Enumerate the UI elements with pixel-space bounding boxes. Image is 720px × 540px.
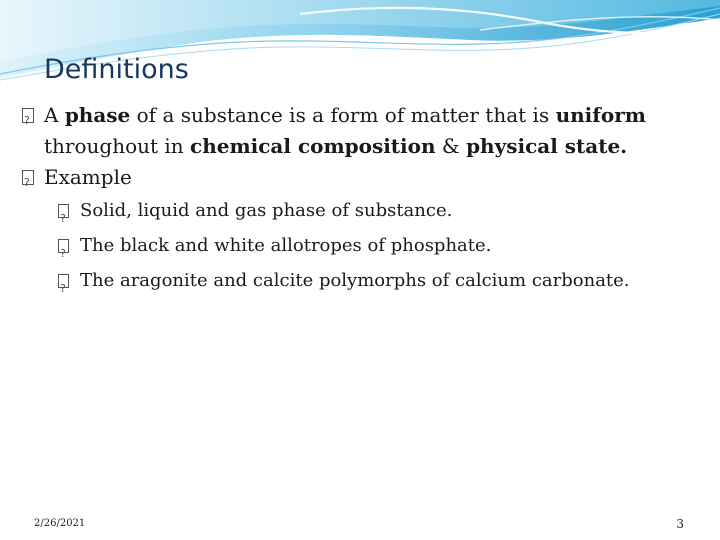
page-number: 3 xyxy=(676,517,684,531)
sub-bullet-example-3 xyxy=(22,263,712,298)
sub-bullet-text: Solid, liquid and gas phase of substance. xyxy=(80,200,453,221)
sub-bullet-glyph-icon xyxy=(58,228,78,263)
sub-bullet-example-2 xyxy=(22,228,712,263)
sub-bullet-glyph-icon xyxy=(58,263,78,298)
bullet-example xyxy=(22,162,712,193)
definition-text: A phase of a substance is a form of matter that is uniform throughout in chemical composition & physical state. xyxy=(44,103,646,158)
bullet-phase-definition xyxy=(22,100,712,162)
footer-date: 2/26/2021 xyxy=(34,518,86,529)
sub-bullet-text: The aragonite and calcite polymorphs of calcium carbonate. xyxy=(80,270,630,291)
example-label: Example xyxy=(44,165,132,189)
bullet-glyph-icon xyxy=(22,100,42,131)
sub-bullet-example-1 xyxy=(22,193,712,228)
sub-bullet-glyph-icon xyxy=(58,193,78,228)
bullet-glyph-icon xyxy=(22,162,42,193)
slide-title: Definitions xyxy=(44,54,189,85)
sub-bullet-text: The black and white allotropes of phosphate. xyxy=(80,235,492,256)
slide-body xyxy=(22,100,712,298)
